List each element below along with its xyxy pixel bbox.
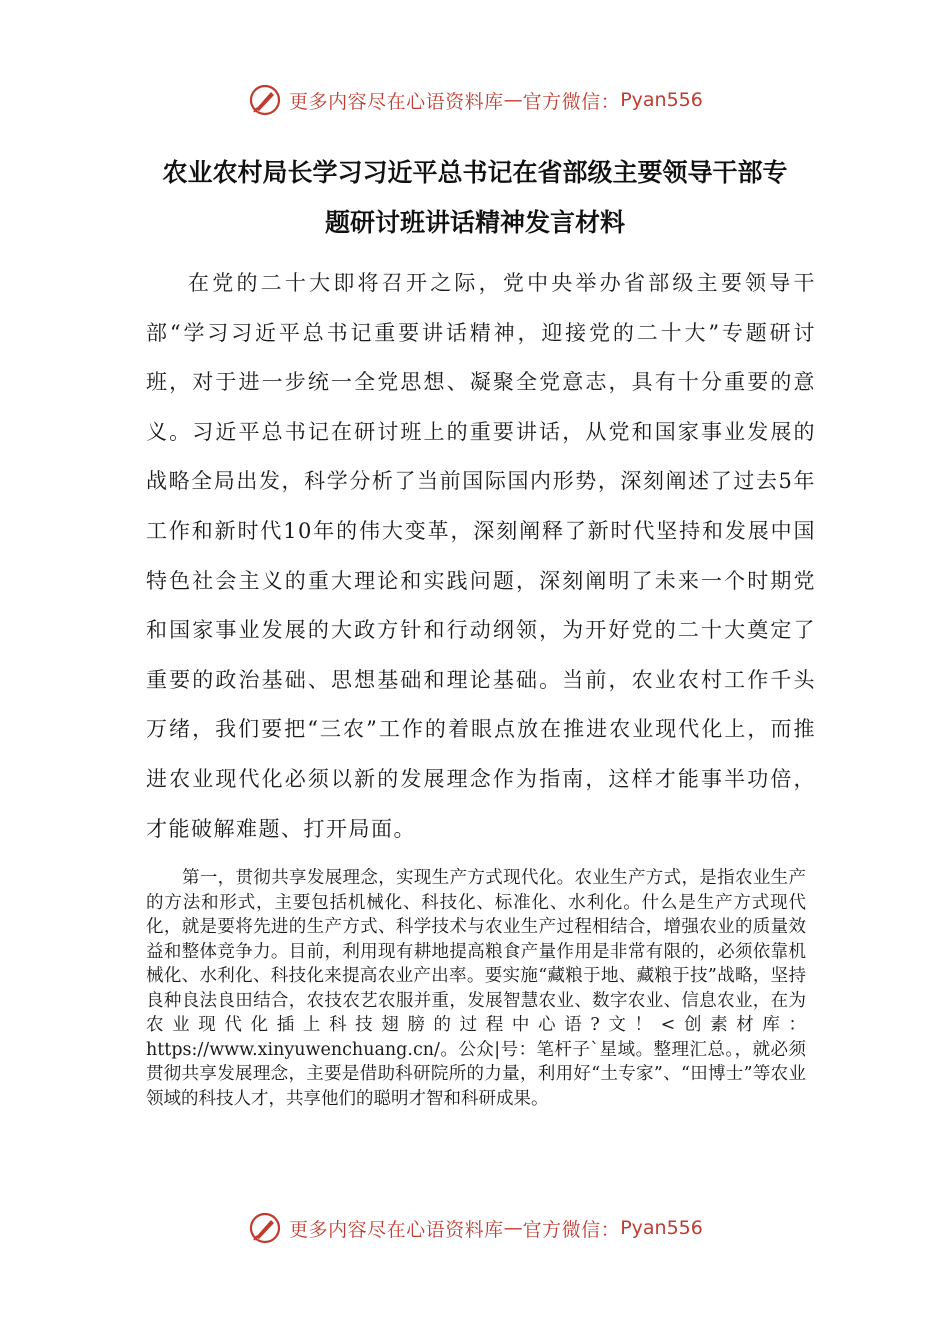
banner-separator: — (503, 89, 523, 111)
banner-contact-id: Pyan556 (620, 89, 703, 111)
quill-pen-logo-icon (247, 1210, 283, 1246)
document-title-line1: 农业农村局长学习习近平总书记在省部级主要领导干部专 (162, 158, 788, 187)
paragraph-first-point: 第一，贯彻共享发展理念，实现生产方式现代化。农业生产方式，是指农业生产的方法和形式，主要包括机械化、科技化、标准化、水利化。什么是生产方式现代化，就是要将先进的生产方式、科学技术与农业生产过程相结合，增强农业的质量效益和整体竞争力。目前，利用现有耕地提高粮食产量作用是非常有限的，必须依靠机械化、水利化、科技化来提高农业产出率。要实施“藏粮于地、藏粮于技”战略，坚持良种良法良田结合，农技农艺农服并重，发展智慧农业、数字农业、信息农业，在为农业现代化插上科技翅膀的过程中心语?文！<创素材库：https://www.xinyuwenchuang.cn/。公众|号：笔杆子`星域。整理汇总。，就必须贯彻共享发展理念，主要是借助科研院所的力量，利用好“土专家”、“田博士”等农业领域的科技人才，共享他们的聪明才智和科研成果。 (146, 868, 806, 1109)
banner-separator: — (503, 1217, 523, 1239)
banner-text: 更多内容尽在心语资料库 (289, 1218, 504, 1241)
banner-contact-id: Pyan556 (620, 1217, 703, 1239)
banner-contact-label: 官方微信： (522, 1218, 621, 1241)
footer-banner (0, 1208, 950, 1248)
banner-contact-label: 官方微信： (522, 90, 621, 113)
quill-pen-logo-icon (247, 82, 283, 118)
paragraph-intro: 在党的二十大即将召开之际，党中央举办省部级主要领导干部“学习习近平总书记重要讲话精神，迎接党的二十大”专题研讨班，对于进一步统一全党思想、凝聚全党意志，具有十分重要的意义。习近平总书记在研讨班上的重要讲话，从党和国家事业发展的战略全局出发，科学分析了当前国际国内形势，深刻阐述了过去5年工作和新时代10年的伟大变革，深刻阐释了新时代坚持和发展中国特色社会主义的重大理论和实践问题，深刻阐明了未来一个时期党和国家事业发展的大政方针和行动纲领，为开好党的二十大奠定了重要的政治基础、思想基础和理论基础。当前，农业农村工作千头万绪，我们要把“三农”工作的着眼点放在推进农业现代化上，而推进农业现代化必须以新的发展理念作为指南，这样才能事半功倍，才能破解难题、打开局面。 (146, 271, 816, 841)
document-title-line2: 题研讨班讲话精神发言材料 (324, 208, 625, 237)
header-banner (0, 80, 950, 120)
banner-text: 更多内容尽在心语资料库 (289, 90, 504, 113)
